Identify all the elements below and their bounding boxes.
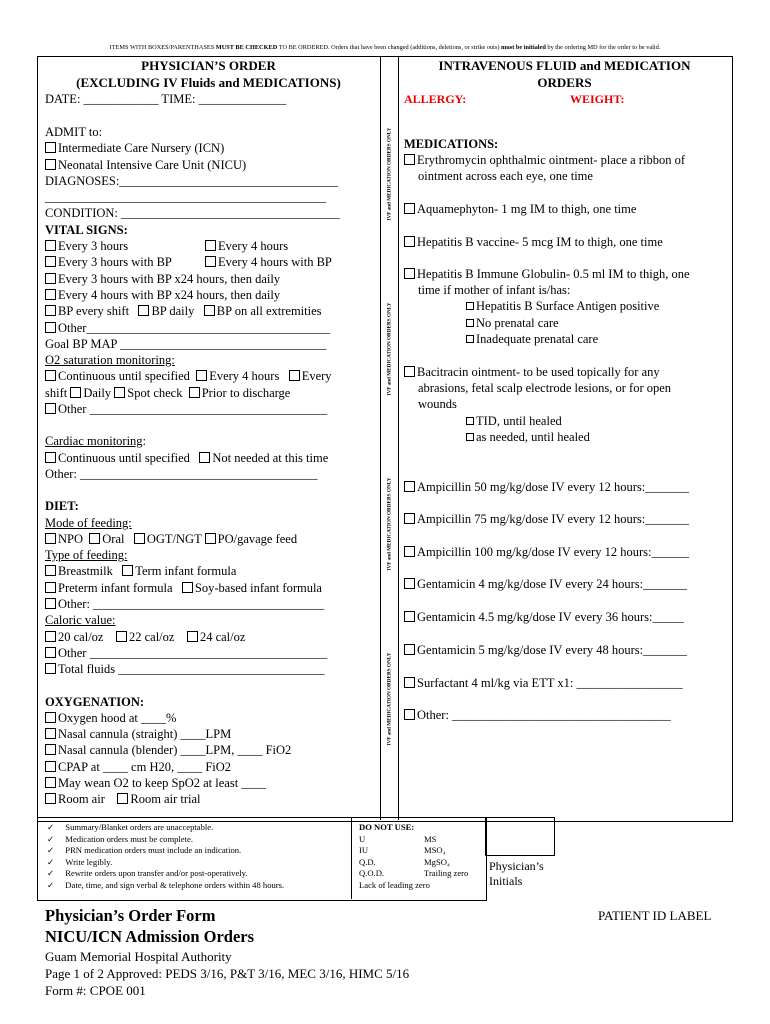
bac-tid[interactable]: TID, until healed bbox=[466, 413, 562, 429]
checkbox-icon[interactable] bbox=[89, 533, 100, 544]
vs-row-2: Every 3 hours with BP Every 4 hours with BP bbox=[45, 254, 340, 270]
cardiac-other[interactable]: Other: ______________________________________ bbox=[45, 466, 318, 481]
checkmark-icon: ✓ bbox=[47, 833, 55, 844]
form-subtitle: NICU/ICN Admission Orders bbox=[45, 927, 255, 946]
checkbox-icon[interactable] bbox=[187, 631, 198, 642]
ox-hood[interactable]: Oxygen hood at ____% bbox=[45, 710, 340, 726]
o2-row-1: Continuous until specified Every 4 hours Every bbox=[45, 368, 340, 384]
diagnoses-line[interactable]: _____________________________________________ bbox=[45, 190, 327, 205]
checkbox-icon[interactable] bbox=[45, 533, 56, 544]
dnu-row: Q.D. MgSO₄ bbox=[359, 856, 450, 867]
med-other[interactable]: Other: ___________________________________ bbox=[404, 707, 671, 723]
o2-other[interactable]: Other ______________________________________ bbox=[45, 401, 340, 417]
checkbox-icon[interactable] bbox=[45, 159, 56, 170]
page-approval: Page 1 of 2 Approved: PEDS 3/16, P&T 3/16, MEC 3/16, HIMC 5/16 bbox=[45, 966, 410, 981]
checkbox-icon[interactable] bbox=[45, 289, 56, 300]
checkbox-icon[interactable] bbox=[404, 709, 415, 720]
admit-to-label: ADMIT to: bbox=[45, 125, 103, 139]
checkbox-icon[interactable] bbox=[404, 611, 415, 622]
checkbox-icon[interactable] bbox=[404, 268, 415, 279]
cardiac-row: Continuous until specified Not needed at this time bbox=[45, 450, 340, 466]
rule-item: ✓ Rewrite orders upon transfer and/or post-operatively. bbox=[47, 868, 248, 879]
checkbox-icon[interactable] bbox=[196, 370, 207, 381]
date-time-field[interactable]: DATE: ____________ TIME: ______________ bbox=[45, 92, 287, 106]
med-gentamicin-45[interactable]: Gentamicin 4.5 mg/kg/dose IV every 36 hours:_____ bbox=[404, 609, 684, 625]
patient-id-label: PATIENT ID LABEL bbox=[598, 908, 712, 923]
rule-item: ✓ Write legibly. bbox=[47, 856, 113, 867]
checkmark-icon: ✓ bbox=[47, 868, 55, 879]
side-label: IVF and MEDICATION ORDERS ONLY bbox=[386, 652, 393, 746]
checkbox-icon[interactable] bbox=[45, 582, 56, 593]
do-not-use-list bbox=[359, 822, 468, 892]
mode-row: NPO Oral OGT/NGT PO/gavage feed bbox=[45, 531, 340, 547]
checkbox-icon[interactable] bbox=[70, 387, 81, 398]
form-title-block bbox=[45, 905, 254, 947]
checkbox-icon[interactable] bbox=[466, 302, 474, 310]
med-hepb-vaccine[interactable]: Hepatitis B vaccine- 5 mcg IM to thigh, one time bbox=[404, 234, 663, 250]
option-nicu[interactable]: Neonatal Intensive Care Unit (NICU) bbox=[45, 157, 340, 173]
checkbox-icon[interactable] bbox=[117, 793, 128, 804]
diagnoses-field[interactable]: DIAGNOSES:___________________________________ bbox=[45, 173, 339, 188]
checkbox-icon[interactable] bbox=[204, 305, 215, 316]
type-heading: Type of feeding: bbox=[45, 548, 128, 563]
checkbox-icon[interactable] bbox=[404, 236, 415, 247]
checkbox-icon[interactable] bbox=[404, 203, 415, 214]
checkbox-icon[interactable] bbox=[466, 319, 474, 327]
vital-signs-heading: VITAL SIGNS: bbox=[45, 222, 128, 237]
med-erythromycin[interactable]: Erythromycin ophthalmic ointment- place a ribbon of bbox=[404, 152, 685, 168]
checkbox-icon[interactable] bbox=[404, 481, 415, 492]
ox-wean[interactable]: May wean O2 to keep SpO2 at least ____ bbox=[45, 775, 340, 791]
med-gentamicin-4[interactable]: Gentamicin 4 mg/kg/dose IV every 24 hours:_______ bbox=[404, 576, 687, 592]
checkbox-icon[interactable] bbox=[45, 256, 56, 267]
checkbox-icon[interactable] bbox=[404, 366, 415, 377]
option-icn[interactable]: Intermediate Care Nursery (ICN) bbox=[45, 140, 340, 156]
dnu-row: IU MSO₄ bbox=[359, 845, 446, 856]
checkmark-icon: ✓ bbox=[47, 879, 55, 890]
type-row-2: Preterm infant formula Soy-based infant formula bbox=[45, 580, 340, 596]
checkbox-icon[interactable] bbox=[45, 761, 56, 772]
checkbox-icon[interactable] bbox=[134, 533, 145, 544]
physician-initials-label: Physician’s Initials bbox=[489, 859, 544, 888]
side-label: IVF and MEDICATION ORDERS ONLY bbox=[386, 477, 393, 571]
vs-row-3[interactable]: Every 3 hours with BP x24 hours, then daily bbox=[45, 271, 340, 287]
checkbox-icon[interactable] bbox=[45, 273, 56, 284]
checkmark-icon: ✓ bbox=[47, 856, 55, 867]
ivf-side-band bbox=[381, 56, 398, 820]
med-gentamicin-5[interactable]: Gentamicin 5 mg/kg/dose IV every 48 hours:_______ bbox=[404, 642, 687, 658]
left-orders bbox=[45, 124, 340, 808]
goal-bp-field[interactable]: Goal BP MAP _________________________________ bbox=[45, 336, 327, 351]
iv-order-header bbox=[398, 57, 731, 91]
med-surfactant[interactable]: Surfactant 4 ml/kg via ETT x1: _________________ bbox=[404, 675, 683, 691]
checkbox-icon[interactable] bbox=[404, 677, 415, 688]
iv-order-subtitle: ORDERS bbox=[537, 75, 592, 90]
checkbox-icon[interactable] bbox=[466, 433, 474, 441]
column-divider-right bbox=[398, 56, 399, 820]
vs-row-1: Every 3 hours Every 4 hours bbox=[45, 238, 340, 254]
checkbox-icon[interactable] bbox=[404, 513, 415, 524]
checkbox-icon[interactable] bbox=[205, 533, 216, 544]
rule-item: ✓ PRN medication orders must include an indication. bbox=[47, 845, 242, 856]
checkbox-icon[interactable] bbox=[289, 370, 300, 381]
rule-item: ✓ Date, time, and sign verbal & telephone orders within 48 hours. bbox=[47, 879, 285, 890]
caloric-row: 20 cal/oz 22 cal/oz 24 cal/oz bbox=[45, 629, 340, 645]
ox-nc-straight[interactable]: Nasal cannula (straight) ____LPM bbox=[45, 726, 340, 742]
checkbox-icon[interactable] bbox=[404, 578, 415, 589]
checkmark-icon: ✓ bbox=[47, 845, 55, 856]
checkbox-icon[interactable] bbox=[199, 452, 210, 463]
checkbox-icon[interactable] bbox=[45, 744, 56, 755]
med-hbig-cont: time if mother of infant is/has: bbox=[418, 283, 571, 297]
checkbox-icon[interactable] bbox=[45, 631, 56, 642]
checkbox-icon[interactable] bbox=[189, 387, 200, 398]
instruction-note: ITEMS WITH BOXES/PARENTHASES MUST BE CHECKED TO BE ORDERED. Orders that have been changed (additions, deletions, or strike outs) must be initialed by the ordering MD for the order to be valid. bbox=[109, 44, 661, 51]
physician-order-title: PHYSICIAN’S ORDER bbox=[141, 58, 276, 73]
checkbox-icon[interactable] bbox=[404, 154, 415, 165]
med-ampicillin-75[interactable]: Ampicillin 75 mg/kg/dose IV every 12 hours:_______ bbox=[404, 511, 689, 527]
dnu-row: U MS bbox=[359, 833, 437, 844]
iv-order-title: INTRAVENOUS FLUID and MEDICATION bbox=[438, 58, 691, 73]
med-aquamephyton[interactable]: Aquamephyton- 1 mg IM to thigh, one time bbox=[404, 201, 636, 217]
rule-item: ✓ Summary/Blanket orders are unacceptable. bbox=[47, 822, 214, 832]
checkbox-icon[interactable] bbox=[138, 305, 149, 316]
caloric-other[interactable]: Other ______________________________________ bbox=[45, 645, 340, 661]
checkbox-icon[interactable] bbox=[45, 142, 56, 153]
checkbox-icon[interactable] bbox=[45, 565, 56, 576]
med-ampicillin-100[interactable]: Ampicillin 100 mg/kg/dose IV every 12 hours:______ bbox=[404, 544, 689, 560]
form-number: Form #: CPOE 001 bbox=[45, 983, 146, 998]
o2-sat-heading: O2 saturation monitoring: bbox=[45, 353, 175, 368]
hospital-name: Guam Memorial Hospital Authority bbox=[45, 949, 232, 964]
condition-field[interactable]: CONDITION: ___________________________________ bbox=[45, 206, 340, 221]
cardiac-heading: Cardiac monitoring: bbox=[45, 434, 147, 449]
allergy-field[interactable]: ALLERGY: bbox=[404, 92, 467, 106]
diet-heading: DIET: bbox=[45, 499, 79, 514]
checkbox-icon[interactable] bbox=[205, 240, 216, 251]
checkbox-icon[interactable] bbox=[404, 644, 415, 655]
med-ampicillin-50[interactable]: Ampicillin 50 mg/kg/dose IV every 12 hours:_______ bbox=[404, 479, 689, 495]
caloric-heading: Caloric value: bbox=[45, 613, 116, 628]
checkmark-icon: ✓ bbox=[47, 822, 55, 832]
do-not-use-heading: DO NOT USE: bbox=[359, 822, 415, 832]
med-bacitracin-cont: abrasions, fetal scalp electrode lesions, or for open bbox=[418, 381, 672, 395]
checkbox-icon[interactable] bbox=[182, 582, 193, 593]
ox-room-air-row: Room air Room air trial bbox=[45, 791, 340, 807]
vs-row-4[interactable]: Every 4 hours with BP x24 hours, then daily bbox=[45, 287, 340, 303]
checkbox-icon[interactable] bbox=[45, 777, 56, 788]
hbig-surface-antigen[interactable]: Hepatitis B Surface Antigen positive bbox=[466, 298, 659, 314]
oxygenation-heading: OXYGENATION: bbox=[45, 694, 145, 709]
total-fluids[interactable]: Total fluids _________________________________ bbox=[45, 661, 340, 677]
checkbox-icon[interactable] bbox=[45, 370, 56, 381]
med-bacitracin[interactable]: Bacitracin ointment- to be used topically for any bbox=[404, 364, 660, 380]
checkbox-icon[interactable] bbox=[45, 403, 56, 414]
ox-nc-blender[interactable]: Nasal cannula (blender) ____LPM, ____ FiO2 bbox=[45, 742, 340, 758]
hbig-no-prenatal[interactable]: No prenatal care bbox=[466, 315, 559, 331]
checkbox-icon[interactable] bbox=[205, 256, 216, 267]
checkbox-icon[interactable] bbox=[45, 793, 56, 804]
form-title: Physician’s Order Form bbox=[45, 906, 216, 925]
checkbox-icon[interactable] bbox=[466, 417, 474, 425]
checkbox-icon[interactable] bbox=[45, 663, 56, 674]
footer-info bbox=[45, 948, 409, 999]
side-label: IVF and MEDICATION ORDERS ONLY bbox=[386, 127, 393, 221]
bac-prn[interactable]: as needed, until healed bbox=[466, 429, 590, 445]
med-bacitracin-cont2: wounds bbox=[418, 397, 457, 411]
vs-other[interactable]: Other_______________________________________ bbox=[45, 320, 340, 336]
checkbox-icon[interactable] bbox=[45, 452, 56, 463]
rule-item: ✓ Medication orders must be complete. bbox=[47, 833, 193, 844]
checkbox-icon[interactable] bbox=[45, 647, 56, 658]
type-other[interactable]: Other: _____________________________________ bbox=[45, 596, 340, 612]
notes-divider bbox=[351, 817, 352, 899]
side-label: IVF and MEDICATION ORDERS ONLY bbox=[386, 302, 393, 396]
checkbox-icon[interactable] bbox=[45, 322, 56, 333]
bp-row: BP every shift BP daily BP on all extremities bbox=[45, 303, 340, 319]
physician-order-header bbox=[37, 57, 380, 91]
order-rules-list bbox=[47, 822, 284, 892]
checkbox-icon[interactable] bbox=[45, 712, 56, 723]
dnu-row: Q.O.D. Trailing zero bbox=[359, 868, 469, 879]
weight-field[interactable]: WEIGHT: bbox=[570, 92, 625, 106]
med-hbig[interactable]: Hepatitis B Immune Globulin- 0.5 ml IM to thigh, one bbox=[404, 266, 690, 282]
o2-row-2: shift Daily Spot check Prior to discharge bbox=[45, 385, 291, 400]
checkbox-icon[interactable] bbox=[122, 565, 133, 576]
hbig-inadequate-prenatal[interactable]: Inadequate prenatal care bbox=[466, 331, 598, 347]
checkbox-icon[interactable] bbox=[466, 335, 474, 343]
checkbox-icon[interactable] bbox=[45, 240, 56, 251]
medications-heading: MEDICATIONS: bbox=[404, 137, 499, 151]
physician-order-subtitle: (EXCLUDING IV Fluids and MEDICATIONS) bbox=[76, 75, 341, 90]
physician-initials-box[interactable] bbox=[485, 817, 555, 856]
checkbox-icon[interactable] bbox=[45, 728, 56, 739]
checkbox-icon[interactable] bbox=[45, 305, 56, 316]
ox-cpap[interactable]: CPAP at ____ cm H20, ____ FiO2 bbox=[45, 759, 340, 775]
checkbox-icon[interactable] bbox=[404, 546, 415, 557]
mode-heading: Mode of feeding: bbox=[45, 515, 132, 530]
checkbox-icon[interactable] bbox=[116, 631, 127, 642]
checkbox-icon[interactable] bbox=[114, 387, 125, 398]
med-erythromycin-cont: ointment across each eye, one time bbox=[418, 169, 593, 183]
dnu-row: Lack of leading zero bbox=[359, 879, 430, 890]
type-row-1: Breastmilk Term infant formula bbox=[45, 563, 340, 579]
checkbox-icon[interactable] bbox=[45, 598, 56, 609]
